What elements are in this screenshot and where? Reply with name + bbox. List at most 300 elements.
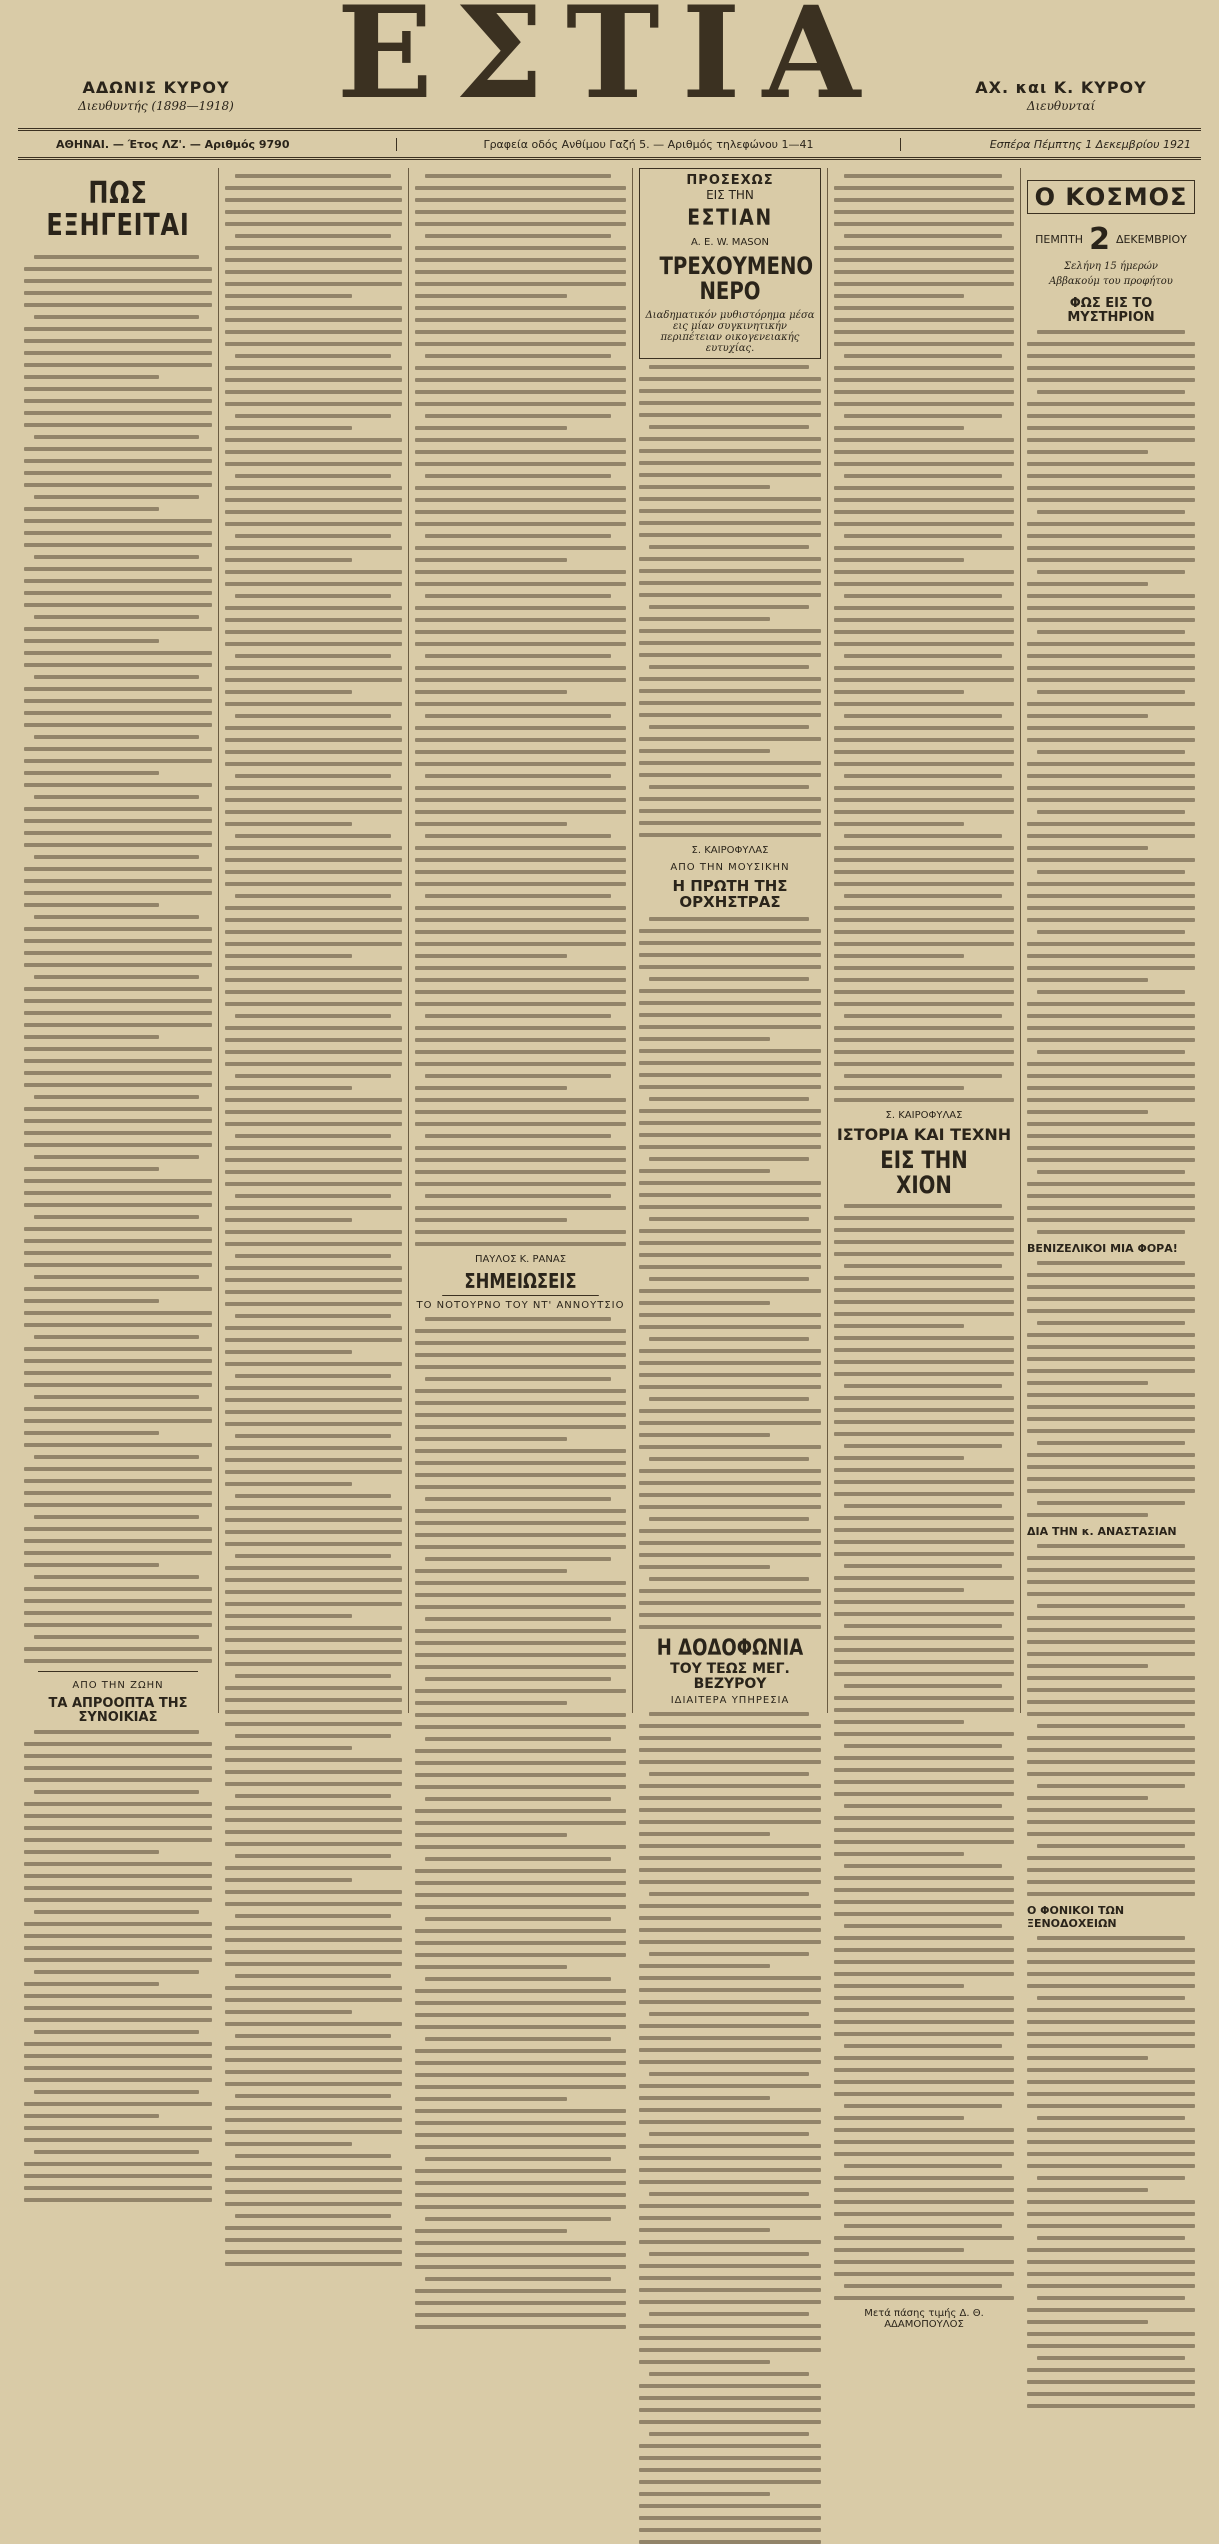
text-line (639, 1832, 770, 1836)
text-line (415, 282, 626, 286)
text-line (639, 1916, 821, 1920)
text-line (415, 1773, 626, 1777)
text-line (834, 1312, 1014, 1316)
article-body (1027, 1261, 1195, 1517)
text-line (415, 642, 626, 646)
text-line (639, 2120, 821, 2124)
text-line (1027, 2080, 1195, 2084)
text-line (225, 798, 402, 802)
text-line (639, 2000, 821, 2004)
text-line (24, 375, 159, 379)
text-line (1027, 702, 1195, 706)
article-body (834, 1204, 1014, 2300)
text-line (415, 270, 626, 274)
text-line (415, 342, 626, 346)
text-line (1027, 1453, 1195, 1457)
text-line (639, 401, 821, 405)
text-line (225, 642, 402, 646)
text-line (834, 2116, 964, 2120)
text-line (639, 1928, 821, 1932)
text-line (834, 1098, 1014, 1102)
text-line (415, 2073, 626, 2077)
founder-role: Διευθυντής (1898—1918) (78, 99, 234, 113)
text-line (834, 1828, 1014, 1832)
text-line (415, 2013, 626, 2017)
text-line (225, 1170, 402, 1174)
text-line (425, 1557, 611, 1561)
text-line (834, 990, 1014, 994)
text-line (1027, 1146, 1195, 1150)
text-line (24, 543, 212, 547)
text-line (415, 1965, 567, 1969)
text-line (1027, 2320, 1148, 2324)
text-line (24, 1035, 159, 1039)
text-line (225, 2046, 402, 2050)
text-line (639, 1133, 821, 1137)
text-line (834, 2236, 1014, 2240)
text-line (235, 534, 391, 538)
text-line (1037, 2296, 1185, 2300)
text-line (415, 522, 626, 526)
text-line (235, 1734, 391, 1738)
text-line (639, 1493, 821, 1497)
column-6 (1020, 168, 1201, 1931)
text-line (225, 810, 402, 814)
text-line (834, 882, 1014, 886)
text-line (415, 2241, 626, 2245)
text-line (649, 1577, 809, 1581)
text-line (834, 2092, 1014, 2096)
separator (38, 1671, 198, 1672)
text-line (24, 807, 212, 811)
text-line (225, 1950, 402, 1954)
text-line (225, 1890, 402, 1894)
text-line (1027, 1748, 1195, 1752)
text-line (225, 1782, 402, 1786)
text-line (24, 879, 212, 883)
text-line (1037, 2356, 1185, 2360)
text-line (225, 510, 402, 514)
issue-number: ΑΘΗΝΑΙ. — Έτος ΛΖ'. — Αριθμός 9790 (56, 137, 290, 151)
text-line (639, 2504, 821, 2508)
column-4 (632, 168, 827, 1713)
text-line (639, 1001, 821, 1005)
text-line (235, 474, 391, 478)
text-line (415, 1230, 626, 1234)
text-line (415, 1893, 626, 1897)
text-line (225, 1818, 402, 1822)
text-line (834, 2068, 1014, 2072)
text-line (425, 1617, 611, 1621)
text-line (639, 2060, 821, 2064)
text-line (834, 726, 1014, 730)
text-line (415, 1641, 626, 1645)
text-line (1027, 1110, 1148, 1114)
text-line (1027, 978, 1148, 982)
text-line (1027, 1820, 1195, 1824)
text-line (834, 522, 1014, 526)
text-line (1027, 2200, 1195, 2204)
text-line (639, 1736, 821, 1740)
text-line (834, 798, 1014, 802)
item-venizelikoi: ΒΕΝΙΖΕΛΙΚΟΙ ΜΙΑ ΦΟΡΑ! (1027, 1242, 1178, 1256)
article-body (1027, 1544, 1195, 1896)
text-line (24, 699, 212, 703)
text-line (834, 1720, 964, 1724)
text-line (639, 653, 821, 657)
text-line (235, 234, 391, 238)
text-line (235, 1974, 391, 1978)
text-line (225, 558, 352, 562)
text-line (225, 1398, 402, 1402)
text-line (844, 1014, 1002, 1018)
text-line (1037, 1544, 1185, 1548)
text-line (415, 1953, 626, 1957)
text-line (834, 618, 1014, 622)
text-line (225, 1806, 402, 1810)
text-line (834, 2032, 1014, 2036)
text-line (834, 2056, 1014, 2060)
text-line (34, 495, 199, 499)
serial-author: A. E. W. MASON (691, 237, 769, 248)
text-line (639, 521, 821, 525)
text-line (1027, 1892, 1195, 1896)
text-line (24, 783, 212, 787)
text-line (415, 546, 626, 550)
text-line (24, 903, 159, 907)
text-line (225, 282, 402, 286)
text-line (1037, 2236, 1185, 2240)
text-line (415, 222, 626, 226)
text-line (235, 414, 391, 418)
text-line (225, 1362, 402, 1366)
text-line (24, 2102, 212, 2106)
text-line (844, 2104, 1002, 2108)
text-line (649, 2012, 809, 2016)
text-line (415, 1701, 567, 1705)
dateline (18, 128, 1201, 160)
text-line (415, 2061, 626, 2065)
text-line (415, 690, 567, 694)
text-line (834, 2296, 1014, 2300)
text-line (225, 450, 402, 454)
serial-kicker: ΠΡΟΣΕΧΩΣ (686, 173, 774, 188)
text-line (1027, 1285, 1195, 1289)
article-body (639, 1712, 821, 2544)
text-line (415, 1353, 626, 1357)
text-line (1027, 798, 1195, 802)
text-line (1027, 1182, 1195, 1186)
text-line (834, 558, 964, 562)
text-line (639, 1988, 821, 1992)
text-line (1037, 1844, 1185, 1848)
text-line (639, 1181, 821, 1185)
text-line (24, 1778, 212, 1782)
text-line (24, 1982, 159, 1986)
text-line (844, 594, 1002, 598)
text-line (415, 846, 626, 850)
text-line (1027, 534, 1195, 538)
text-line (834, 1984, 964, 1988)
text-line (425, 1797, 611, 1801)
text-line (639, 2144, 821, 2148)
text-line (225, 1158, 402, 1162)
text-line (24, 471, 212, 475)
text-line (639, 2336, 821, 2340)
text-line (639, 2276, 821, 2280)
text-line (415, 210, 626, 214)
text-line (1027, 438, 1195, 442)
text-line (235, 1134, 391, 1138)
text-line (415, 738, 626, 742)
text-line (649, 2252, 809, 2256)
text-line (834, 402, 1014, 406)
text-line (834, 1600, 1014, 1604)
text-line (1027, 1273, 1195, 1277)
text-line (834, 1948, 1014, 1952)
text-line (415, 1218, 567, 1222)
text-line (34, 615, 199, 619)
text-line (415, 2001, 626, 2005)
text-line (1027, 1772, 1195, 1776)
signoff: Μετά πάσης τιμής Δ. Θ. ΑΔΑΜΟΠΟΥΛΟΣ (864, 2308, 984, 2331)
text-line (24, 1994, 212, 1998)
text-line (639, 689, 821, 693)
text-line (649, 2192, 809, 2196)
text-line (649, 1517, 809, 1521)
text-line (834, 1348, 1014, 1352)
text-line (834, 210, 1014, 214)
text-line (1027, 918, 1195, 922)
text-line (639, 1361, 821, 1365)
text-line (225, 1278, 402, 1282)
kosmos-month: ΔΕΚΕΜΒΡΙΟΥ (1115, 233, 1187, 246)
text-line (1027, 858, 1195, 862)
text-line (639, 1325, 821, 1329)
text-line (415, 1110, 626, 1114)
article-body (415, 174, 626, 1246)
text-line (639, 2024, 821, 2028)
text-line (24, 411, 212, 415)
text-line (639, 1421, 821, 1425)
text-line (24, 1934, 212, 1938)
text-line (425, 1074, 611, 1078)
text-line (225, 198, 402, 202)
text-line (639, 2396, 821, 2400)
text-line (425, 1737, 611, 1741)
text-line (235, 2094, 391, 2098)
text-line (1027, 2368, 1195, 2372)
item-anastasia: ΔΙΑ ΤΗΝ κ. ΑΝΑΣΤΑΣΙΑΝ (1027, 1525, 1177, 1539)
text-line (1027, 846, 1148, 850)
text-line (834, 942, 1014, 946)
newspaper-title: ΕΣΤΙΑ (336, 0, 883, 127)
text-line (834, 1468, 1014, 1472)
text-line (225, 1566, 402, 1570)
text-line (225, 978, 402, 982)
text-line (425, 774, 611, 778)
column-2 (218, 168, 408, 1713)
text-line (834, 1780, 1014, 1784)
text-line (24, 627, 212, 631)
serial-title: ΤΡΕΧΟΥΜΕΝΟ ΝΕΡΟ (659, 252, 814, 306)
text-line (225, 1866, 402, 1870)
text-line (834, 2272, 1014, 2276)
text-line (225, 1746, 352, 1750)
column-1 (18, 168, 218, 1725)
text-line (834, 786, 1014, 790)
text-line (639, 2384, 821, 2388)
text-line (1027, 1465, 1195, 1469)
text-line (834, 1396, 1014, 1400)
text-line (1027, 1688, 1195, 1692)
text-line (415, 1050, 626, 1054)
text-line (415, 582, 626, 586)
text-line (225, 1218, 352, 1222)
text-line (24, 1611, 212, 1615)
text-line (834, 1062, 1014, 1066)
founder-block (46, 78, 266, 113)
text-line (844, 774, 1002, 778)
text-line (639, 1409, 821, 1413)
text-line (225, 186, 402, 190)
text-line (834, 246, 1014, 250)
text-line (834, 1576, 1014, 1580)
text-line (844, 2224, 1002, 2228)
text-line (225, 966, 402, 970)
text-line (834, 438, 1014, 442)
text-line (235, 2154, 391, 2158)
text-line (639, 1613, 821, 1617)
text-line (834, 1672, 1014, 1676)
text-line (639, 2228, 770, 2232)
text-line (415, 1026, 626, 1030)
text-line (1027, 2068, 1195, 2072)
text-line (639, 1265, 821, 1269)
text-line (834, 1324, 964, 1328)
text-line (844, 1264, 1002, 1268)
article-body (639, 917, 821, 1629)
text-line (225, 366, 402, 370)
text-line (649, 545, 809, 549)
text-line (639, 1121, 821, 1125)
text-line (425, 894, 611, 898)
text-line (225, 1698, 402, 1702)
text-line (1037, 990, 1185, 994)
text-line (639, 1349, 821, 1353)
serial-summary: Διαδηματικόν μυθιστόρημα μέσα εις μίαν συγκινητικήν περιπέτειαν οικογενειακής ευτυχίας. (645, 310, 815, 355)
text-line (225, 1986, 402, 1990)
text-line (1027, 498, 1195, 502)
text-line (24, 1539, 212, 1543)
text-line (415, 498, 626, 502)
text-line (649, 425, 809, 429)
text-line (1027, 2212, 1195, 2216)
text-line (844, 1564, 1002, 1568)
text-line (834, 750, 1014, 754)
text-line (225, 1998, 402, 2002)
text-line (225, 1338, 402, 1342)
text-line (834, 1432, 1014, 1436)
text-line (225, 378, 402, 382)
text-line (1027, 2224, 1195, 2228)
text-line (834, 1372, 1014, 1376)
text-line (34, 2090, 199, 2094)
text-line (225, 1662, 402, 1666)
text-line (235, 1254, 391, 1258)
text-line (425, 1677, 611, 1681)
text-line (225, 690, 352, 694)
text-line (225, 750, 402, 754)
text-line (225, 1758, 402, 1762)
text-line (1027, 1002, 1195, 1006)
article-body (834, 174, 1014, 1102)
text-line (24, 1503, 212, 1507)
text-line (225, 1902, 402, 1906)
text-line (225, 2238, 402, 2242)
text-line (225, 930, 402, 934)
text-line (834, 1456, 964, 1460)
text-line (24, 267, 212, 271)
text-line (834, 306, 1014, 310)
text-line (834, 1612, 1014, 1616)
text-line (844, 1384, 1002, 1388)
text-line (1027, 1074, 1195, 1078)
text-line (639, 1049, 821, 1053)
text-line (834, 582, 1014, 586)
text-line (225, 1542, 402, 1546)
text-line (649, 2432, 809, 2436)
text-line (34, 1970, 199, 1974)
text-line (649, 1217, 809, 1221)
text-line (225, 2082, 402, 2086)
text-line (415, 606, 626, 610)
text-line (225, 1326, 402, 1330)
text-line (425, 2277, 611, 2281)
text-line (415, 1869, 626, 1873)
text-line (639, 953, 821, 957)
text-line (24, 351, 212, 355)
text-line (24, 1167, 159, 1171)
text-line (415, 558, 567, 562)
text-line (24, 2006, 212, 2010)
text-line (415, 2121, 626, 2125)
text-line (834, 2140, 1014, 2144)
text-line (24, 1179, 212, 1183)
text-line (415, 930, 626, 934)
text-line (834, 1792, 1014, 1796)
text-line (639, 533, 821, 537)
text-line (834, 1840, 1014, 1844)
text-line (1037, 1604, 1185, 1608)
text-line (639, 1976, 821, 1980)
text-line (415, 2133, 626, 2137)
text-line (1027, 762, 1195, 766)
text-line (415, 1341, 626, 1345)
text-line (225, 498, 402, 502)
text-line (834, 570, 1014, 574)
text-line (24, 1131, 212, 1135)
text-line (225, 858, 402, 862)
text-line (24, 2078, 212, 2082)
text-line (225, 582, 402, 586)
text-line (1037, 2116, 1185, 2120)
text-line (834, 2188, 1014, 2192)
text-line (225, 1182, 402, 1186)
text-line (415, 990, 626, 994)
text-line (24, 939, 212, 943)
text-line (639, 2216, 821, 2220)
